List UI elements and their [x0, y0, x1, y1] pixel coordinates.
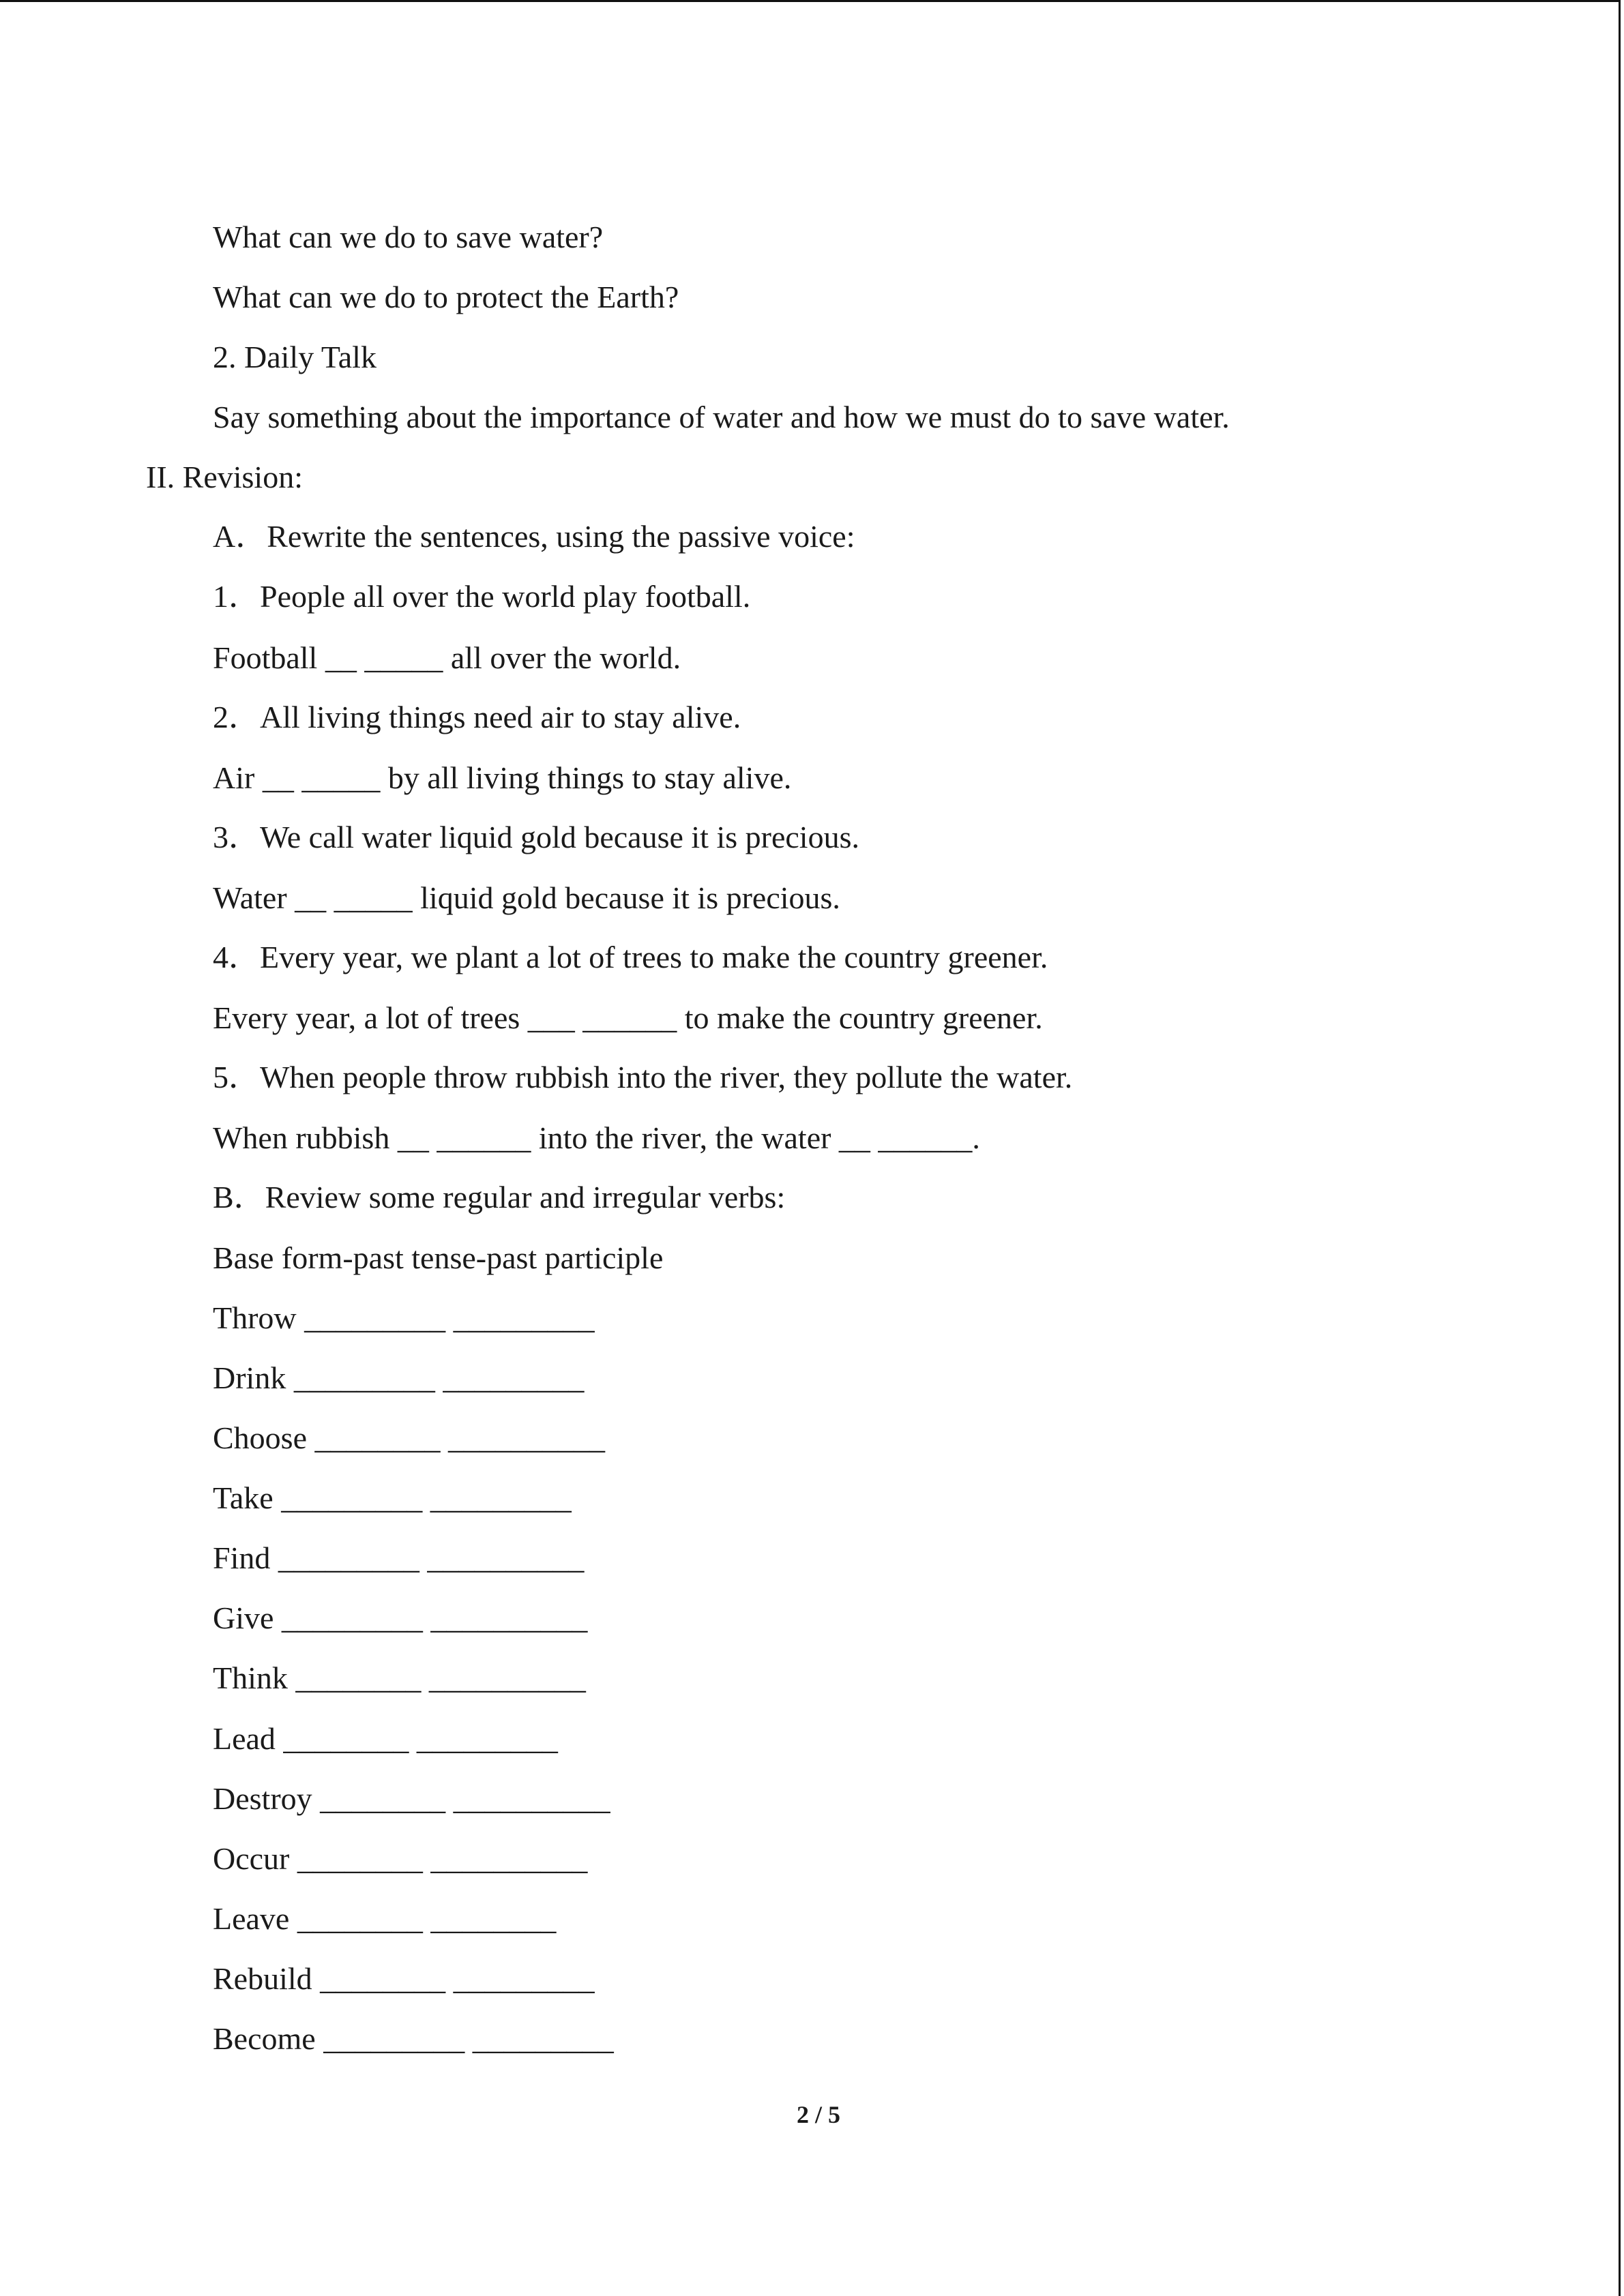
verb-row-destroy: Destroy ________ __________	[213, 1781, 610, 1816]
verb-row-throw: Throw _________ _________	[213, 1300, 595, 1335]
verb-row-drink: Drink _________ _________	[213, 1360, 585, 1395]
exercise-1-answer: Football __ _____ all over the world.	[213, 640, 681, 675]
exercise-3-sentence: 3．We call water liquid gold because it is precious.	[213, 820, 859, 854]
exercise-4-sentence: 4．Every year, we plant a lot of trees to make the country greener.	[213, 940, 1048, 974]
section-b-heading: B．Review some regular and irregular verbs:	[213, 1180, 786, 1214]
verb-row-leave: Leave ________ ________	[213, 1901, 557, 1936]
revision-heading: II. Revision:	[146, 460, 303, 494]
exercise-3-answer: Water __ _____ liquid gold because it is precious.	[213, 880, 840, 915]
verb-row-find: Find _________ __________	[213, 1540, 585, 1575]
verb-row-become: Become _________ _________	[213, 2021, 614, 2056]
exercise-2-answer: Air __ _____ by all living things to stay alive.	[213, 760, 792, 795]
question-protect-earth: What can we do to protect the Earth?	[213, 280, 679, 314]
exercise-5-answer: When rubbish __ ______ into the river, the water __ ______.	[213, 1120, 980, 1155]
verb-row-occur: Occur ________ __________	[213, 1841, 588, 1876]
verb-row-think: Think ________ __________	[213, 1660, 586, 1695]
verb-row-choose: Choose ________ __________	[213, 1420, 605, 1455]
exercise-2-sentence: 2．All living things need air to stay alive.	[213, 700, 741, 734]
section-a-heading: A．Rewrite the sentences, using the passive voice:	[213, 519, 855, 554]
daily-talk-instruction: Say something about the importance of water and how we must do to save water.	[213, 400, 1230, 434]
verb-row-give: Give _________ __________	[213, 1600, 588, 1635]
verb-row-lead: Lead ________ _________	[213, 1721, 558, 1756]
verb-forms-header: Base form-past tense-past participle	[213, 1240, 664, 1275]
exercise-5-sentence: 5．When people throw rubbish into the river, they pollute the water.	[213, 1060, 1073, 1094]
verb-row-rebuild: Rebuild ________ _________	[213, 1961, 595, 1996]
daily-talk-heading: 2. Daily Talk	[213, 340, 377, 374]
exercise-1-sentence: 1．People all over the world play football.	[213, 579, 751, 614]
page-number: 2 / 5	[796, 2101, 840, 2128]
verb-row-take: Take _________ _________	[213, 1480, 572, 1515]
exercise-4-answer: Every year, a lot of trees ___ ______ to make the country greener.	[213, 1000, 1043, 1035]
question-save-water: What can we do to save water?	[213, 220, 604, 254]
